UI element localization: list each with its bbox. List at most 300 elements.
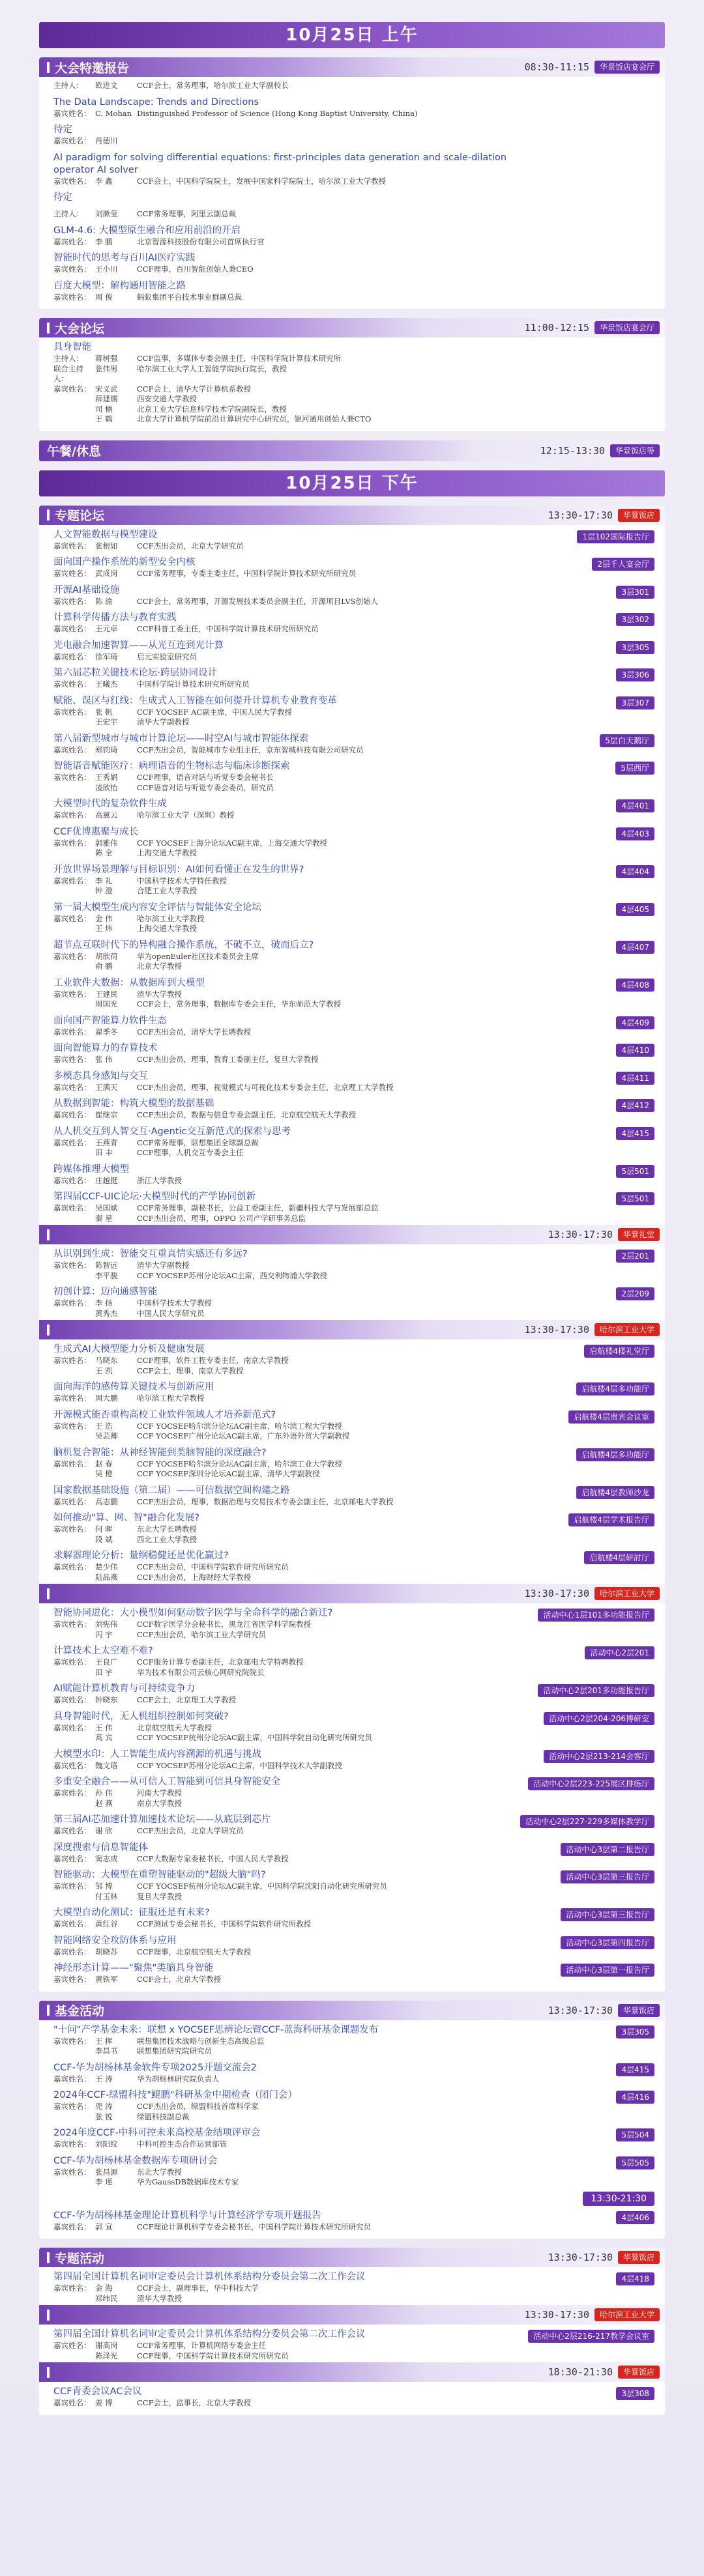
session-item — [39, 1679, 665, 1707]
chair-row — [39, 205, 665, 221]
keynote-section — [39, 57, 665, 309]
person-name: 陈 渝 — [95, 596, 113, 606]
person-aff: CCF语音对话与听觉专委会委员，研究员 — [137, 782, 274, 792]
session-item — [39, 1094, 665, 1122]
room-tag: 3层308 — [616, 2387, 654, 2400]
speaker-name: 周 俊 — [95, 292, 113, 302]
person-row — [53, 2074, 654, 2085]
person-name: 司 楠 — [95, 404, 113, 414]
speaker-row — [53, 237, 654, 248]
label — [53, 1214, 95, 1224]
session-title[interactable]: 国家数据基础设施（第二届）——可信数据空间构建之路 — [53, 1485, 290, 1496]
speaker-aff: CCF理事，百川智能创始人兼CEO — [137, 265, 254, 274]
person-name: 钟 澄 — [95, 886, 113, 895]
section-header — [39, 318, 665, 337]
person-name: 郑钧琦 — [95, 745, 118, 754]
session-title[interactable]: 工业软件大数据：从数据库到大模型 — [53, 977, 205, 988]
session-title[interactable]: 从识别到生成：智能交互重真情实感还有多远? — [53, 1249, 248, 1259]
session-item — [39, 973, 665, 1011]
room-tag: 活动中心2层223-225展区排练厅 — [528, 1777, 654, 1790]
person-aff: CCF会士，常务理事，数据库专委会主任，华东师范大学教授 — [137, 999, 342, 1009]
room-tag: 4层418 — [616, 2272, 654, 2285]
person-row — [53, 2168, 654, 2178]
session-title[interactable]: 具身智能时代，无人机组织控制如何突破? — [53, 1711, 229, 1722]
person-name: 郭 宣 — [95, 2222, 113, 2231]
person-name: 田 丰 — [95, 1148, 113, 1157]
speaker-name: 李 鹏 — [95, 236, 113, 246]
section-header — [39, 2362, 665, 2382]
person-name: 陈 全 — [95, 848, 113, 857]
venue-tag: 华景饭店 — [618, 2251, 660, 2264]
person-aff: 哈尔滨工业大学（深圳）教授 — [137, 810, 235, 820]
end-time-row — [39, 2189, 665, 2206]
session-title[interactable]: 求解器理论分析：量纲稳健还是优化赢过? — [53, 1551, 229, 1561]
venue-tag: 哈尔滨工业大学 — [594, 1323, 660, 1336]
person-aff: CCF理论计算机科学专委会秘书长，中国科学院计算技术研究所研究员 — [137, 2222, 372, 2231]
person-row — [53, 1214, 654, 1224]
label: 嘉宾姓名： — [53, 1261, 91, 1270]
label: 嘉宾姓名： — [53, 1695, 91, 1704]
speaker-row — [53, 293, 654, 303]
session-title[interactable]: 人文智能数据与模型建设 — [53, 529, 158, 540]
person-name: 马晓东 — [95, 1356, 118, 1365]
session-title[interactable]: 生成式AI大模型能力分析及健康发展 — [53, 1344, 205, 1354]
label: 嘉宾姓名： — [53, 2283, 91, 2293]
room-tag: 5层白天鹅厅 — [600, 734, 654, 747]
venue-tag: 华景饭店宴会厅 — [594, 321, 660, 334]
person-row — [53, 1892, 654, 1902]
room-tag: 4层415 — [616, 1127, 654, 1140]
session-title[interactable]: 初创计算：迈向通感智能 — [53, 1287, 158, 1297]
person-name: 宋义武 — [95, 384, 118, 394]
session-title[interactable]: 智能网络安全攻防体系与应用 — [53, 1935, 177, 1946]
room-tag: 3层302 — [616, 613, 654, 626]
label: 嘉宾姓名： — [53, 265, 91, 274]
talk-title[interactable]: 待定 — [53, 192, 72, 203]
room-tag: 4层411 — [616, 1072, 654, 1085]
person-row — [53, 745, 654, 756]
label: 嘉宾姓名： — [53, 292, 91, 302]
person-name: 吴国斌 — [95, 1203, 118, 1212]
label: 嘉宾姓名： — [53, 838, 91, 848]
section-header — [39, 57, 665, 77]
session-item — [39, 2267, 665, 2305]
session-item — [39, 1339, 665, 1377]
person-aff: CCF YOCSEF苏州分论坛AC主席，中国科学技术大学副教授 — [137, 1760, 342, 1770]
session-title[interactable]: 2024年CCF-绿盟科技"鲲鹏"科研基金中期检查（闭门会） — [53, 2090, 298, 2100]
person-row — [53, 876, 654, 887]
person-name: 胡欣荷 — [95, 951, 118, 961]
person-aff: 哈尔滨工业大学人工智能学院执行院长，教授 — [137, 364, 287, 373]
person-name: 庄越挺 — [95, 1175, 118, 1185]
forum-topic — [39, 337, 665, 426]
label: 嘉宾姓名： — [53, 1394, 91, 1403]
session-title[interactable]: 面向智能算力的存算技术 — [53, 1043, 158, 1053]
person-aff: CCF杰出会员，理事，OPPO 公司产学研事务总监 — [137, 1213, 306, 1223]
room-tag: 活动中心2层227-229多媒体教学厅 — [520, 1815, 654, 1828]
label: 嘉宾姓名： — [53, 1882, 91, 1891]
label: 嘉宾姓名： — [53, 2398, 91, 2407]
label: 嘉宾姓名： — [53, 2102, 91, 2111]
label: 嘉宾姓名： — [53, 1947, 91, 1956]
session-title[interactable]: 面向国产智能算力软件生态 — [53, 1015, 167, 1026]
person-aff: 西安交通大学教授 — [137, 394, 197, 403]
person-row — [53, 2102, 654, 2112]
person-name: 金 海 — [95, 2283, 113, 2293]
person-row — [53, 1799, 654, 1809]
section-header — [39, 1320, 665, 1339]
session-title[interactable]: 多重安全融合——从可信人工智能到可信具身智能安全 — [53, 1777, 280, 1787]
person-row — [53, 1668, 654, 1678]
talk-item — [39, 221, 665, 249]
person-aff: CCF YOCSEF AC副主席，中国人民大学教授 — [137, 707, 293, 717]
session-title[interactable]: 脑机复合智能：从神经智能到类脑智能的深度融合? — [53, 1447, 267, 1458]
room-tag: 4层412 — [616, 1099, 654, 1112]
person-row — [53, 886, 654, 896]
label — [53, 405, 95, 415]
session-title[interactable]: CCF-华为胡杨林基金数据库专项研讨会 — [53, 2155, 218, 2166]
session-item — [39, 1641, 665, 1679]
speaker-name: C. Mohan — [95, 108, 132, 118]
session-title[interactable]: 多模态具身感知与交互 — [53, 1070, 148, 1081]
label: 嘉宾姓名： — [53, 108, 91, 118]
label: 嘉宾姓名： — [53, 1110, 91, 1119]
person-name: 李 扬 — [95, 1298, 113, 1308]
person-aff: 东北大学教授 — [137, 2167, 182, 2177]
speaker-aff: 北京智源科技股份有限公司首席执行官 — [137, 236, 265, 246]
person-aff: CCF数字医学分会秘书长，黑龙江省医学科学院教授 — [137, 1620, 312, 1629]
talk-title[interactable]: 智能时代的思考与百川AI医疗实践 — [53, 253, 196, 263]
person-row — [53, 652, 654, 663]
session-title[interactable]: CCF优博惠聚与成长 — [53, 826, 139, 837]
talk-item — [39, 120, 665, 148]
label: 嘉宾姓名： — [53, 989, 91, 999]
person-aff: CCF YOCSEF上海分论坛AC副主席，上海交通大学教授 — [137, 838, 327, 848]
room-tag: 启航楼4层教师沙龙 — [576, 1486, 654, 1499]
section-time: 13:30-17:30 — [548, 2252, 613, 2263]
person-name: 高志鹏 — [95, 1496, 118, 1506]
room-tag: 1层102国际报告厅 — [577, 530, 654, 543]
label: 嘉宾姓名： — [53, 176, 91, 186]
person-row — [53, 999, 654, 1010]
session-item — [39, 1508, 665, 1546]
section-header — [39, 2001, 665, 2020]
label — [53, 1148, 95, 1158]
person-aff: 北京大学计算机学院前沿计算研究中心研究员，银河通用创始人兼CTO — [137, 414, 372, 423]
session-item — [39, 1244, 665, 1282]
session-item — [39, 2123, 665, 2151]
session-item — [39, 1405, 665, 1443]
person-row — [53, 384, 654, 395]
session-title[interactable]: 2024年度CCF-中科可控未来高校基金结项评审会 — [53, 2128, 261, 2138]
session-item — [39, 2151, 665, 2189]
person-aff: 复旦大学教授 — [137, 1891, 182, 1901]
room-tag: 活动中心3层第三报告厅 — [561, 1870, 654, 1883]
section-title: 专题活动 — [47, 2249, 548, 2267]
person-name: 李昌书 — [95, 2046, 118, 2055]
person-name: 俞 鹏 — [95, 962, 113, 971]
room-tag: 2层千人宴会厅 — [592, 558, 654, 571]
person-aff: CCF会士，常务理事，开源发展技术委员会副主任，开源项目LVS创始人 — [137, 596, 379, 606]
label: 嘉宾姓名： — [53, 1620, 91, 1629]
person-aff: 清华大学教授 — [137, 2293, 182, 2303]
person-aff: CCF杰出会员，清华大学长聘教授 — [137, 1027, 252, 1037]
talk-title[interactable]: 百度大模型：解构通用智能之路 — [53, 280, 186, 291]
label: 嘉宾姓名： — [53, 810, 91, 820]
session-item — [39, 608, 665, 636]
session-title[interactable]: "十问"产学基金未来：联想 x YOCSEF思辨论坛暨CCF-蓝海科研基金课题发布 — [53, 2024, 379, 2035]
session-title[interactable]: 开源模式能否重构高校工业软件领域人才培养新范式? — [53, 1409, 276, 1420]
label: 嘉宾姓名： — [53, 1203, 91, 1212]
label: 嘉宾姓名： — [53, 1421, 91, 1431]
room-tag: 启航楼4层多功能厅 — [576, 1382, 654, 1395]
person-name: 谢 欣 — [95, 1826, 113, 1835]
person-row — [53, 2398, 654, 2409]
room-tag: 4层409 — [616, 1016, 654, 1029]
session-title[interactable]: 开放世界场景理解与目标识别：AI如何看懂正在发生的世界? — [53, 864, 304, 875]
section-time: 13:30-17:30 — [524, 1324, 589, 1336]
person-row — [53, 838, 654, 849]
label: 嘉宾姓名： — [53, 1975, 91, 1984]
session-title[interactable]: 深度搜索与信息智能体 — [53, 1842, 148, 1853]
room-tag: 5层西厅 — [615, 762, 654, 775]
talk-title[interactable]: The Data Landscape: Trends and Directions — [53, 96, 259, 107]
session-title[interactable]: 第四届CCF-UIC论坛·大模型时代的产学协同创新 — [53, 1192, 256, 1202]
person-name: 张伟男 — [95, 364, 118, 373]
room-tag: 活动中心3层第三报告厅 — [561, 1908, 654, 1921]
person-row — [53, 924, 654, 934]
talk-title[interactable]: GLM-4.6: 大模型原生融合和应用前沿的开启 — [53, 225, 241, 236]
session-title[interactable]: CCF-华为胡杨林基金软件专项2025开题交流会2 — [53, 2062, 257, 2073]
person-row — [53, 1394, 654, 1404]
section-title — [47, 1324, 525, 1336]
person-name: 王 凯 — [95, 1366, 113, 1375]
label: 嘉宾姓名： — [53, 1562, 91, 1571]
person-name: 王 鹤 — [95, 414, 113, 423]
person-row — [53, 1138, 654, 1149]
session-item — [39, 1810, 665, 1838]
person-row — [53, 2222, 654, 2233]
label: 嘉宾姓名： — [53, 2341, 91, 2350]
session-item — [39, 756, 665, 794]
section-title: 大会特邀报告 — [47, 59, 525, 76]
person-row — [53, 1459, 654, 1470]
label: 嘉宾姓名： — [53, 1760, 91, 1770]
person-row — [53, 1535, 654, 1545]
person-name: 张昌源 — [95, 2167, 118, 2177]
session-title[interactable]: 第六届芯粒关键技术论坛·跨层协同设计 — [53, 668, 218, 678]
label: 嘉宾姓名： — [53, 1657, 91, 1667]
person-aff: CCF杰出会员，智能城市专业组主任，京东智城科技有限公司研究员 — [137, 745, 364, 754]
session-title[interactable]: AI赋能计算机教育与可持续竞争力 — [53, 1683, 196, 1694]
session-item — [39, 552, 665, 580]
session-item — [39, 2325, 665, 2362]
session-title[interactable]: 神经形态计算——"聚焦"类脑具身智能 — [53, 1963, 214, 1973]
person-row — [53, 1422, 654, 1432]
person-name: 张根如 — [95, 541, 118, 551]
session-title[interactable]: 第八届新型城市与城市计算论坛——时空AI与城市智能体探索 — [53, 733, 309, 744]
talk-title[interactable]: 待定 — [53, 124, 72, 135]
session-title[interactable]: 第三届AI芯加速计算加速技术论坛——从底层到芯片 — [53, 1814, 271, 1825]
session-item — [39, 1546, 665, 1584]
person-name: 王 涛 — [95, 2074, 113, 2083]
session-title[interactable]: 第四届全国计算机名词审定委员会计算机体系结构分委员会第二次工作会议 — [53, 2329, 366, 2340]
label: 嘉宾姓名： — [53, 1826, 91, 1835]
person-aff: 上海交通大学教授 — [137, 924, 197, 933]
person-name: 吴 橙 — [95, 1469, 113, 1478]
person-row — [53, 1110, 654, 1121]
session-title[interactable]: 面向国产操作系统的新型安全内核 — [53, 557, 196, 567]
session-title[interactable]: 跨媒体推理大模型 — [53, 1164, 129, 1175]
person-aff: CCF会士，常务理事，哈尔滨工业大学副校长 — [137, 81, 289, 90]
topic-title[interactable]: 具身智能 — [53, 342, 91, 352]
person-aff: CCF会士，北京理工大学教授 — [137, 1695, 237, 1704]
person-name: 金 伟 — [95, 913, 113, 923]
session-title[interactable]: 从人机交互到人智交互·Agentic交互新范式的探索与思考 — [53, 1126, 291, 1137]
person-name: 谢高岗 — [95, 2341, 118, 2350]
session-title[interactable]: 光电融合加速智算——从光互连到光计算 — [53, 640, 224, 651]
label: 嘉宾姓名： — [53, 1027, 91, 1037]
person-name: 王元卓 — [95, 624, 118, 633]
label: 嘉宾姓名： — [53, 2140, 91, 2149]
label: 嘉宾姓名： — [53, 624, 91, 633]
room-tag: 4层408 — [616, 979, 654, 992]
section-time: 11:00-12:15 — [524, 322, 589, 334]
person-aff: 绿盟科技副总裁 — [137, 2111, 190, 2121]
person-row — [53, 708, 654, 718]
person-name: 何 晖 — [95, 1524, 113, 1534]
person-row — [53, 848, 654, 859]
person-row — [53, 1524, 654, 1535]
person-row — [53, 354, 654, 364]
session-item — [39, 1603, 665, 1641]
person-name: 姜 博 — [95, 2398, 113, 2407]
session-title[interactable]: 大模型自动化测试：征服还是有未来? — [53, 1908, 210, 1918]
person-name: 高翼云 — [95, 810, 118, 820]
room-tag: 3层301 — [616, 586, 654, 599]
section-title: 专题论坛 — [47, 506, 548, 524]
person-row — [53, 2294, 654, 2304]
person-name: 兜 涛 — [95, 2102, 113, 2111]
label: 嘉宾姓名： — [53, 1298, 91, 1308]
session-title[interactable]: 智能协同进化：大小模型如何驱动数字医学与全命科学的融合新迁? — [53, 1608, 333, 1618]
speaker-row — [53, 109, 654, 119]
person-name: 张 锐 — [95, 2111, 113, 2121]
session-title[interactable]: 开源AI基础设施 — [53, 584, 120, 595]
label: 嘉宾姓名： — [53, 651, 91, 661]
person-aff: 合肥工业大学教授 — [137, 886, 197, 895]
speaker-row — [53, 177, 654, 187]
section-title — [47, 2310, 525, 2321]
venue-tag: 华景饭店 — [618, 2366, 660, 2379]
room-tag: 活动中心2层216-217教学会议室 — [528, 2330, 654, 2343]
room-tag: 4层404 — [616, 865, 654, 878]
label — [53, 2177, 95, 2188]
section-header — [39, 2305, 665, 2325]
person-aff: CCF杰出会员，上海财经大学教授 — [137, 1572, 252, 1582]
session-item — [39, 1282, 665, 1320]
talk-title[interactable]: AI paradigm for solving differential equations: first-principles data generation and scale-dilation operator AI solver — [53, 152, 507, 175]
person-row — [53, 717, 654, 728]
label: 嘉宾姓名： — [53, 384, 91, 394]
person-aff: 中国科学院计算技术研究所研究员 — [137, 680, 250, 689]
person-aff: CCF服务计算专委副主任，北京邮电大学特聘教授 — [137, 1657, 304, 1667]
session-title[interactable]: 计算技术上太空难不难? — [53, 1646, 153, 1656]
session-title[interactable]: 面向海洋的感传算关键技术与创新应用 — [53, 1382, 214, 1392]
person-name: 赵 燕 — [95, 1798, 113, 1808]
person-aff: 联想集团研究院研究员 — [137, 2046, 212, 2055]
session-title[interactable]: 如何推动"算、网、智"融合化发展? — [53, 1513, 200, 1523]
session-title[interactable]: CCF青委会议AC会议 — [53, 2386, 142, 2397]
session-title[interactable]: 大模型时代的复杂软件生成 — [53, 799, 167, 809]
person-aff: 清华大学副教授 — [137, 717, 190, 726]
session-title[interactable]: 超节点互联时代下的异构融合操作系统，不破不立，破而后立? — [53, 939, 314, 951]
talk-item — [39, 93, 665, 121]
talk-item — [39, 248, 665, 276]
time-tag: 13:30-21:30 — [583, 2192, 654, 2206]
person-row — [53, 2037, 654, 2047]
label: 嘉宾姓名： — [53, 1356, 91, 1365]
room-tag: 4层401 — [616, 799, 654, 812]
person-name: 王宏宇 — [95, 717, 118, 726]
session-title[interactable]: 从数据到智能：构筑大模型的数据基础 — [53, 1098, 214, 1109]
person-name: 刘漱莹 — [95, 209, 118, 218]
person-row — [53, 1298, 654, 1309]
person-row — [53, 990, 654, 1000]
section-time: 13:30-17:30 — [548, 1229, 613, 1240]
person-row — [53, 962, 654, 972]
speaker-name: 王小川 — [95, 265, 118, 274]
person-row — [53, 2046, 654, 2057]
person-name: 刘阳纹 — [95, 2140, 118, 2149]
room-tag: 5层501 — [616, 1192, 654, 1205]
lunch-bar — [39, 440, 665, 461]
person-row — [53, 414, 654, 425]
label — [53, 414, 95, 425]
room-tag: 启航楼4层研討厅 — [584, 1551, 654, 1564]
fund-section — [39, 2001, 665, 2239]
section-time: 18:30-21:30 — [548, 2366, 613, 2378]
session-title[interactable]: 第四届全国计算机名词审定委员会计算机体系结构分委员会第二次工作会议 — [53, 2272, 366, 2282]
person-name: 郑纬民 — [95, 2293, 118, 2303]
session-title[interactable]: 计算科学传播方法与教育实践 — [53, 612, 177, 623]
person-row — [53, 1309, 654, 1319]
venue-tag: 华景饭店宴会厅 — [594, 61, 660, 74]
person-name: 徐军琦 — [95, 651, 118, 661]
person-name: 欧进文 — [95, 81, 118, 90]
venue-tag: 华景饭店等 — [610, 444, 660, 457]
session-title[interactable]: 大模型水印：人工智能生成内容溯源的机遇与挑战 — [53, 1749, 261, 1760]
speaker-row — [53, 136, 654, 147]
session-title[interactable]: 第一届大模型生成内容安全评估与智能体安全论坛 — [53, 902, 261, 913]
person-name: 高 宾 — [95, 1733, 113, 1742]
person-row — [53, 1148, 654, 1158]
session-title[interactable]: 智能驱动：大模型在重塑智能驱动的"超级大脑"吗? — [53, 1870, 266, 1880]
label — [53, 1469, 95, 1480]
person-name: 陈泽光 — [95, 2351, 118, 2360]
person-name: 魏文珞 — [95, 1760, 118, 1770]
room-tag: 活动中心2层213-214会客厅 — [544, 1750, 654, 1763]
label — [53, 2112, 95, 2123]
label: 嘉宾姓名： — [53, 1055, 91, 1064]
session-item — [39, 1122, 665, 1160]
person-aff: CCF会士，北京大学教授 — [137, 1975, 222, 1984]
session-title[interactable]: CCF-华为胡杨林基金理论计算机科学与计算经济学专项开题报告 — [53, 2210, 321, 2221]
person-name: 段 斌 — [95, 1534, 113, 1544]
session-title[interactable]: 赋能、误区与红线：生成式人工智能在如何提升计算机专业教育变革 — [53, 695, 337, 706]
label: 嘉宾姓名： — [53, 136, 91, 145]
session-title[interactable]: 智能语音赋能医疗：病理语音的生物标志与临床诊断探索 — [53, 761, 290, 771]
